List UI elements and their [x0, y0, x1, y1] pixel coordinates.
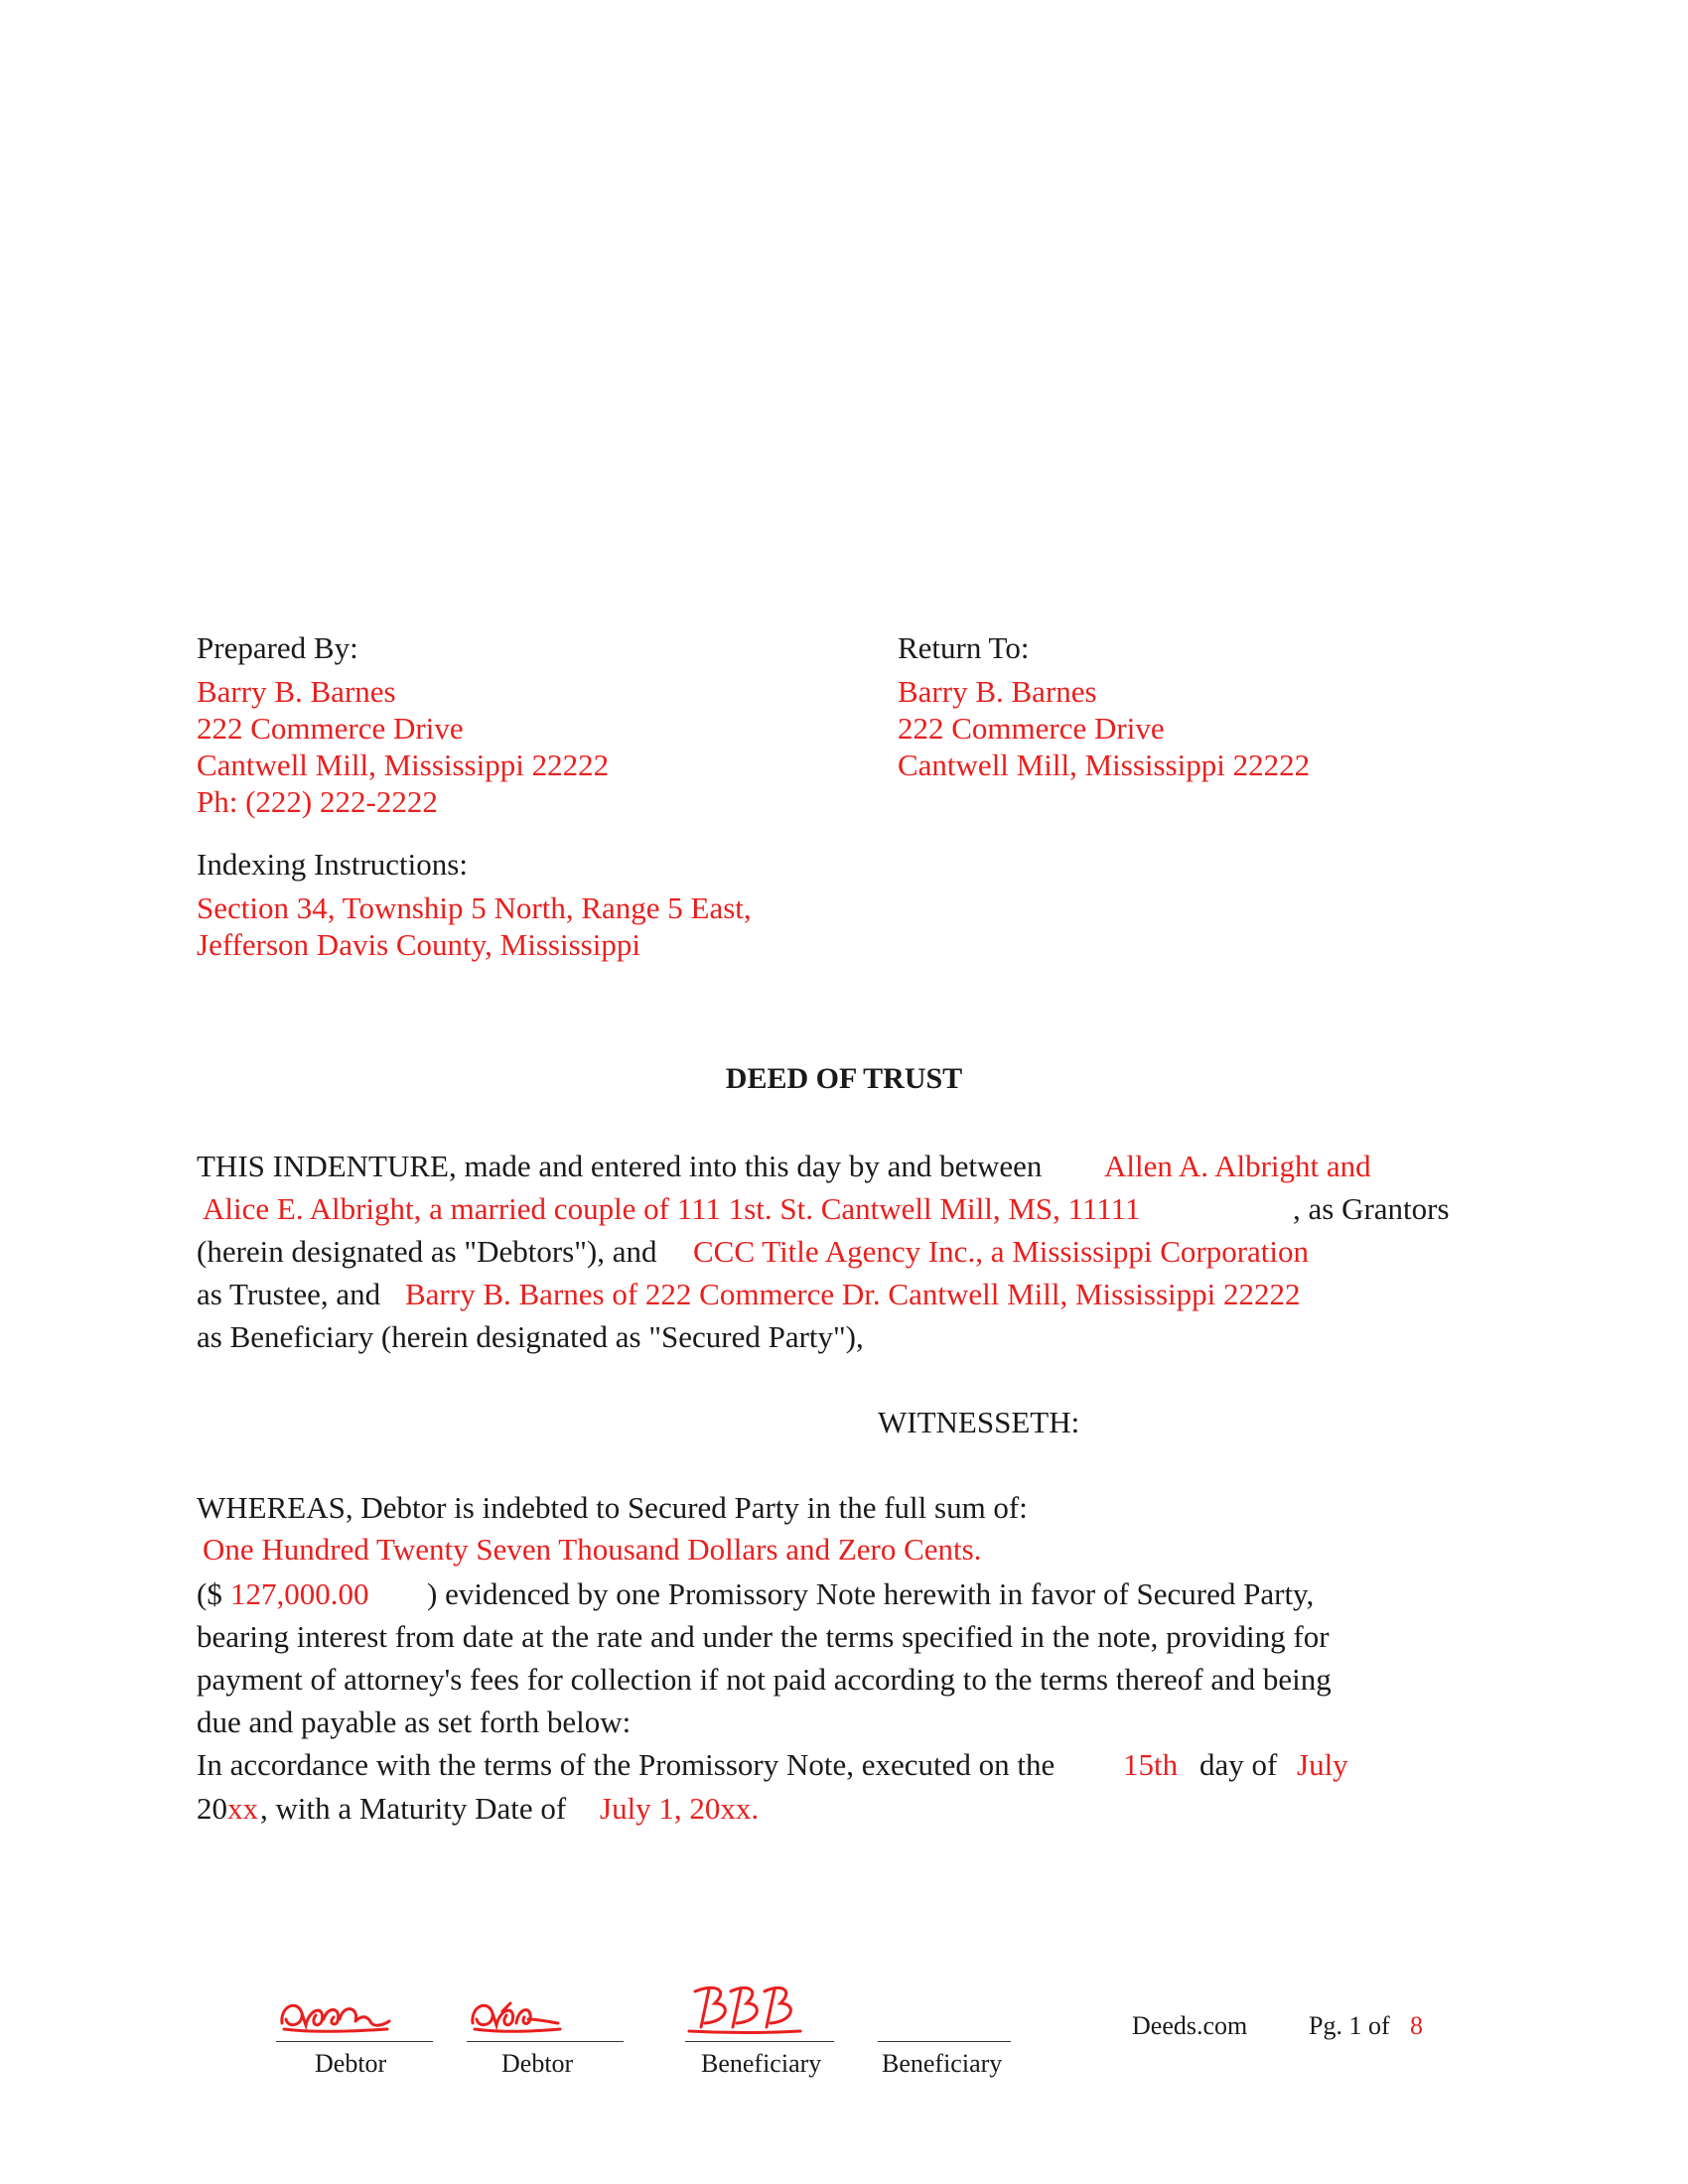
as-trustee-text: as Trustee, and: [197, 1277, 381, 1311]
execution-month: July: [1297, 1747, 1348, 1782]
debtor-2-signature-line: [467, 2041, 624, 2042]
beneficiary-2-label: Beneficiary: [882, 2049, 1003, 2078]
page-indicator: Pg. 1 of: [1309, 2011, 1390, 2040]
as-grantors-text: , as Grantors: [1293, 1191, 1450, 1226]
whereas-intro: WHEREAS, Debtor is indebted to Secured Party in the full sum of:: [197, 1490, 1028, 1525]
day-of-text: day of: [1199, 1747, 1278, 1782]
whereas-line-4: payment of attorney's fees for collection if not paid according to the terms thereof and being: [197, 1662, 1332, 1697]
prepared-by-city: Cantwell Mill, Mississippi 22222: [197, 748, 610, 782]
prepared-by-phone: Ph: (222) 222-2222: [197, 784, 438, 819]
return-to-street: 222 Commerce Drive: [898, 711, 1165, 746]
debtor-2-label: Debtor: [501, 2049, 574, 2078]
prepared-by-street: 222 Commerce Drive: [197, 711, 464, 746]
indenture-intro: THIS INDENTURE, made and entered into this day by and between: [197, 1149, 1043, 1183]
return-to-city: Cantwell Mill, Mississippi 22222: [898, 748, 1311, 782]
year-suffix: xx: [227, 1791, 258, 1826]
prepared-by-label: Prepared By:: [197, 630, 358, 665]
maturity-text: , with a Maturity Date of: [260, 1791, 567, 1826]
execution-day: 15th: [1123, 1747, 1179, 1782]
witnesseth-heading: WITNESSETH:: [878, 1405, 1080, 1439]
amount-number: 127,000.00: [230, 1576, 369, 1611]
debtor-1-label: Debtor: [315, 2049, 387, 2078]
debtors-designation: (herein designated as "Debtors"), and: [197, 1234, 657, 1269]
terms-intro: In accordance with the terms of the Promissory Note, executed on the: [197, 1747, 1055, 1782]
beneficiary-1-label: Beneficiary: [701, 2049, 822, 2078]
amount-paren-open: ($: [197, 1576, 222, 1611]
as-beneficiary-text: as Beneficiary (herein designated as "Secured Party"),: [197, 1319, 864, 1354]
year-prefix: 20: [197, 1791, 227, 1826]
whereas-line-3: bearing interest from date at the rate and under the terms specified in the note, providing for: [197, 1619, 1330, 1654]
page-total: 8: [1410, 2011, 1423, 2040]
trustee-name: CCC Title Agency Inc., a Mississippi Corporation: [693, 1234, 1310, 1269]
beneficiary-1-signature-line: [685, 2041, 834, 2042]
document-title: DEED OF TRUST: [725, 1062, 963, 1095]
grantors-line-1: Allen A. Albright and: [1104, 1149, 1371, 1183]
return-to-name: Barry B. Barnes: [898, 674, 1097, 709]
whereas-line-5: due and payable as set forth below:: [197, 1705, 632, 1739]
indexing-line-2: Jefferson Davis County, Mississippi: [197, 927, 640, 962]
beneficiary-2-signature-line: [878, 2041, 1011, 2042]
debtor-1-signature-line: [276, 2041, 433, 2042]
return-to-label: Return To:: [898, 630, 1030, 665]
debtor-2-signature-icon: [467, 1989, 566, 2039]
indexing-label: Indexing Instructions:: [197, 847, 468, 882]
beneficiary-name: Barry B. Barnes of 222 Commerce Dr. Cantwell Mill, Mississippi 22222: [405, 1277, 1301, 1311]
site-name: Deeds.com: [1132, 2011, 1248, 2040]
indexing-line-1: Section 34, Township 5 North, Range 5 East,: [197, 890, 752, 925]
grantors-line-2: Alice E. Albright, a married couple of 111 1st. St. Cantwell Mill, MS, 11111: [203, 1191, 1141, 1226]
maturity-date: July 1, 20xx.: [600, 1791, 760, 1826]
prepared-by-name: Barry B. Barnes: [197, 674, 396, 709]
debtor-1-signature-icon: [276, 1989, 395, 2039]
evidenced-text: ) evidenced by one Promissory Note herewith in favor of Secured Party,: [427, 1576, 1315, 1611]
amount-in-words: One Hundred Twenty Seven Thousand Dollars and Zero Cents.: [203, 1532, 982, 1567]
beneficiary-1-signature-icon: [685, 1979, 804, 2039]
